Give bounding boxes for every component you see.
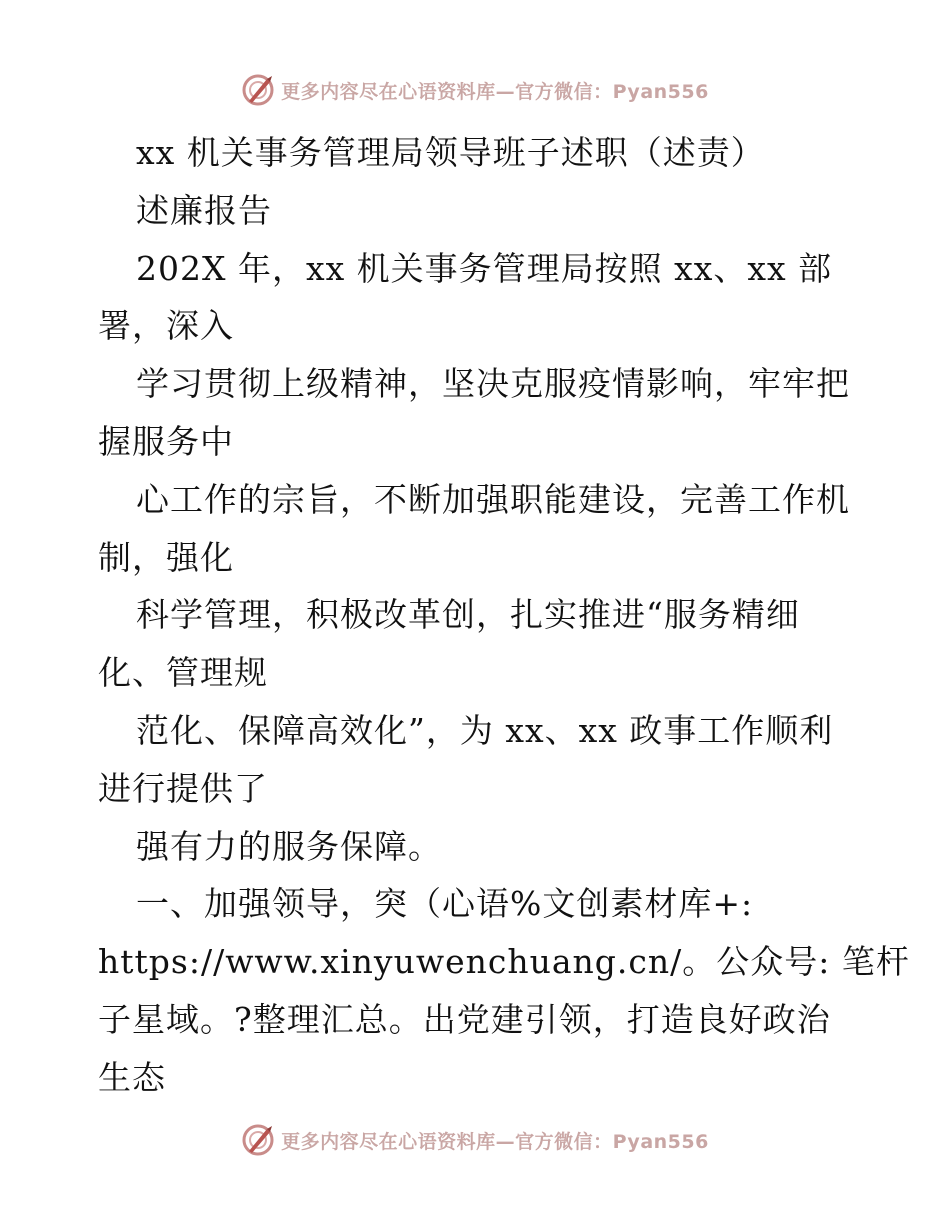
text-line: 一、加强领导，突（心语%文创素材库+: (136, 884, 754, 924)
quill-logo-icon (241, 1123, 275, 1157)
text-line: 化、管理规 (98, 653, 268, 693)
text-line: 科学管理，积极改革创，扎实推进“服务精细 (136, 595, 800, 635)
text-line: 生态 (98, 1057, 166, 1097)
text-line: xx 机关事务管理局领导班子述职（述责） (136, 133, 765, 172)
text-line: 学习贯彻上级精神，坚决克服疫情影响，牢牢把 (136, 364, 850, 404)
quill-logo-icon (241, 73, 275, 107)
header-watermark (0, 70, 950, 110)
text-line: 署，深入 (98, 306, 234, 346)
text-line: 子星域。?整理汇总。出党建引领，打造良好政治 (98, 999, 831, 1039)
watermark-text: 更多内容尽在心语资料库—官方微信：Pyan556 (281, 1130, 709, 1153)
text-line: 述廉报告 (136, 190, 272, 230)
text-line: 制，强化 (98, 537, 234, 577)
text-line: 心工作的宗旨，不断加强职能建设，完善工作机 (136, 479, 850, 519)
text-line: 202X 年，xx 机关事务管理局按照 xx、xx 部 (136, 248, 833, 288)
watermark-text: 更多内容尽在心语资料库—官方微信：Pyan556 (281, 80, 709, 103)
text-line: 握服务中 (98, 421, 234, 461)
text-line: 进行提供了 (98, 768, 268, 808)
footer-watermark (0, 1120, 950, 1160)
text-line: 范化、保障高效化”，为 xx、xx 政事工作顺利 (136, 710, 834, 750)
text-line: https://www.xinyuwenchuang.cn/。公众号: 笔杆 (98, 942, 910, 982)
text-line: 强有力的服务保障。 (136, 826, 442, 866)
document-body (98, 124, 910, 1107)
